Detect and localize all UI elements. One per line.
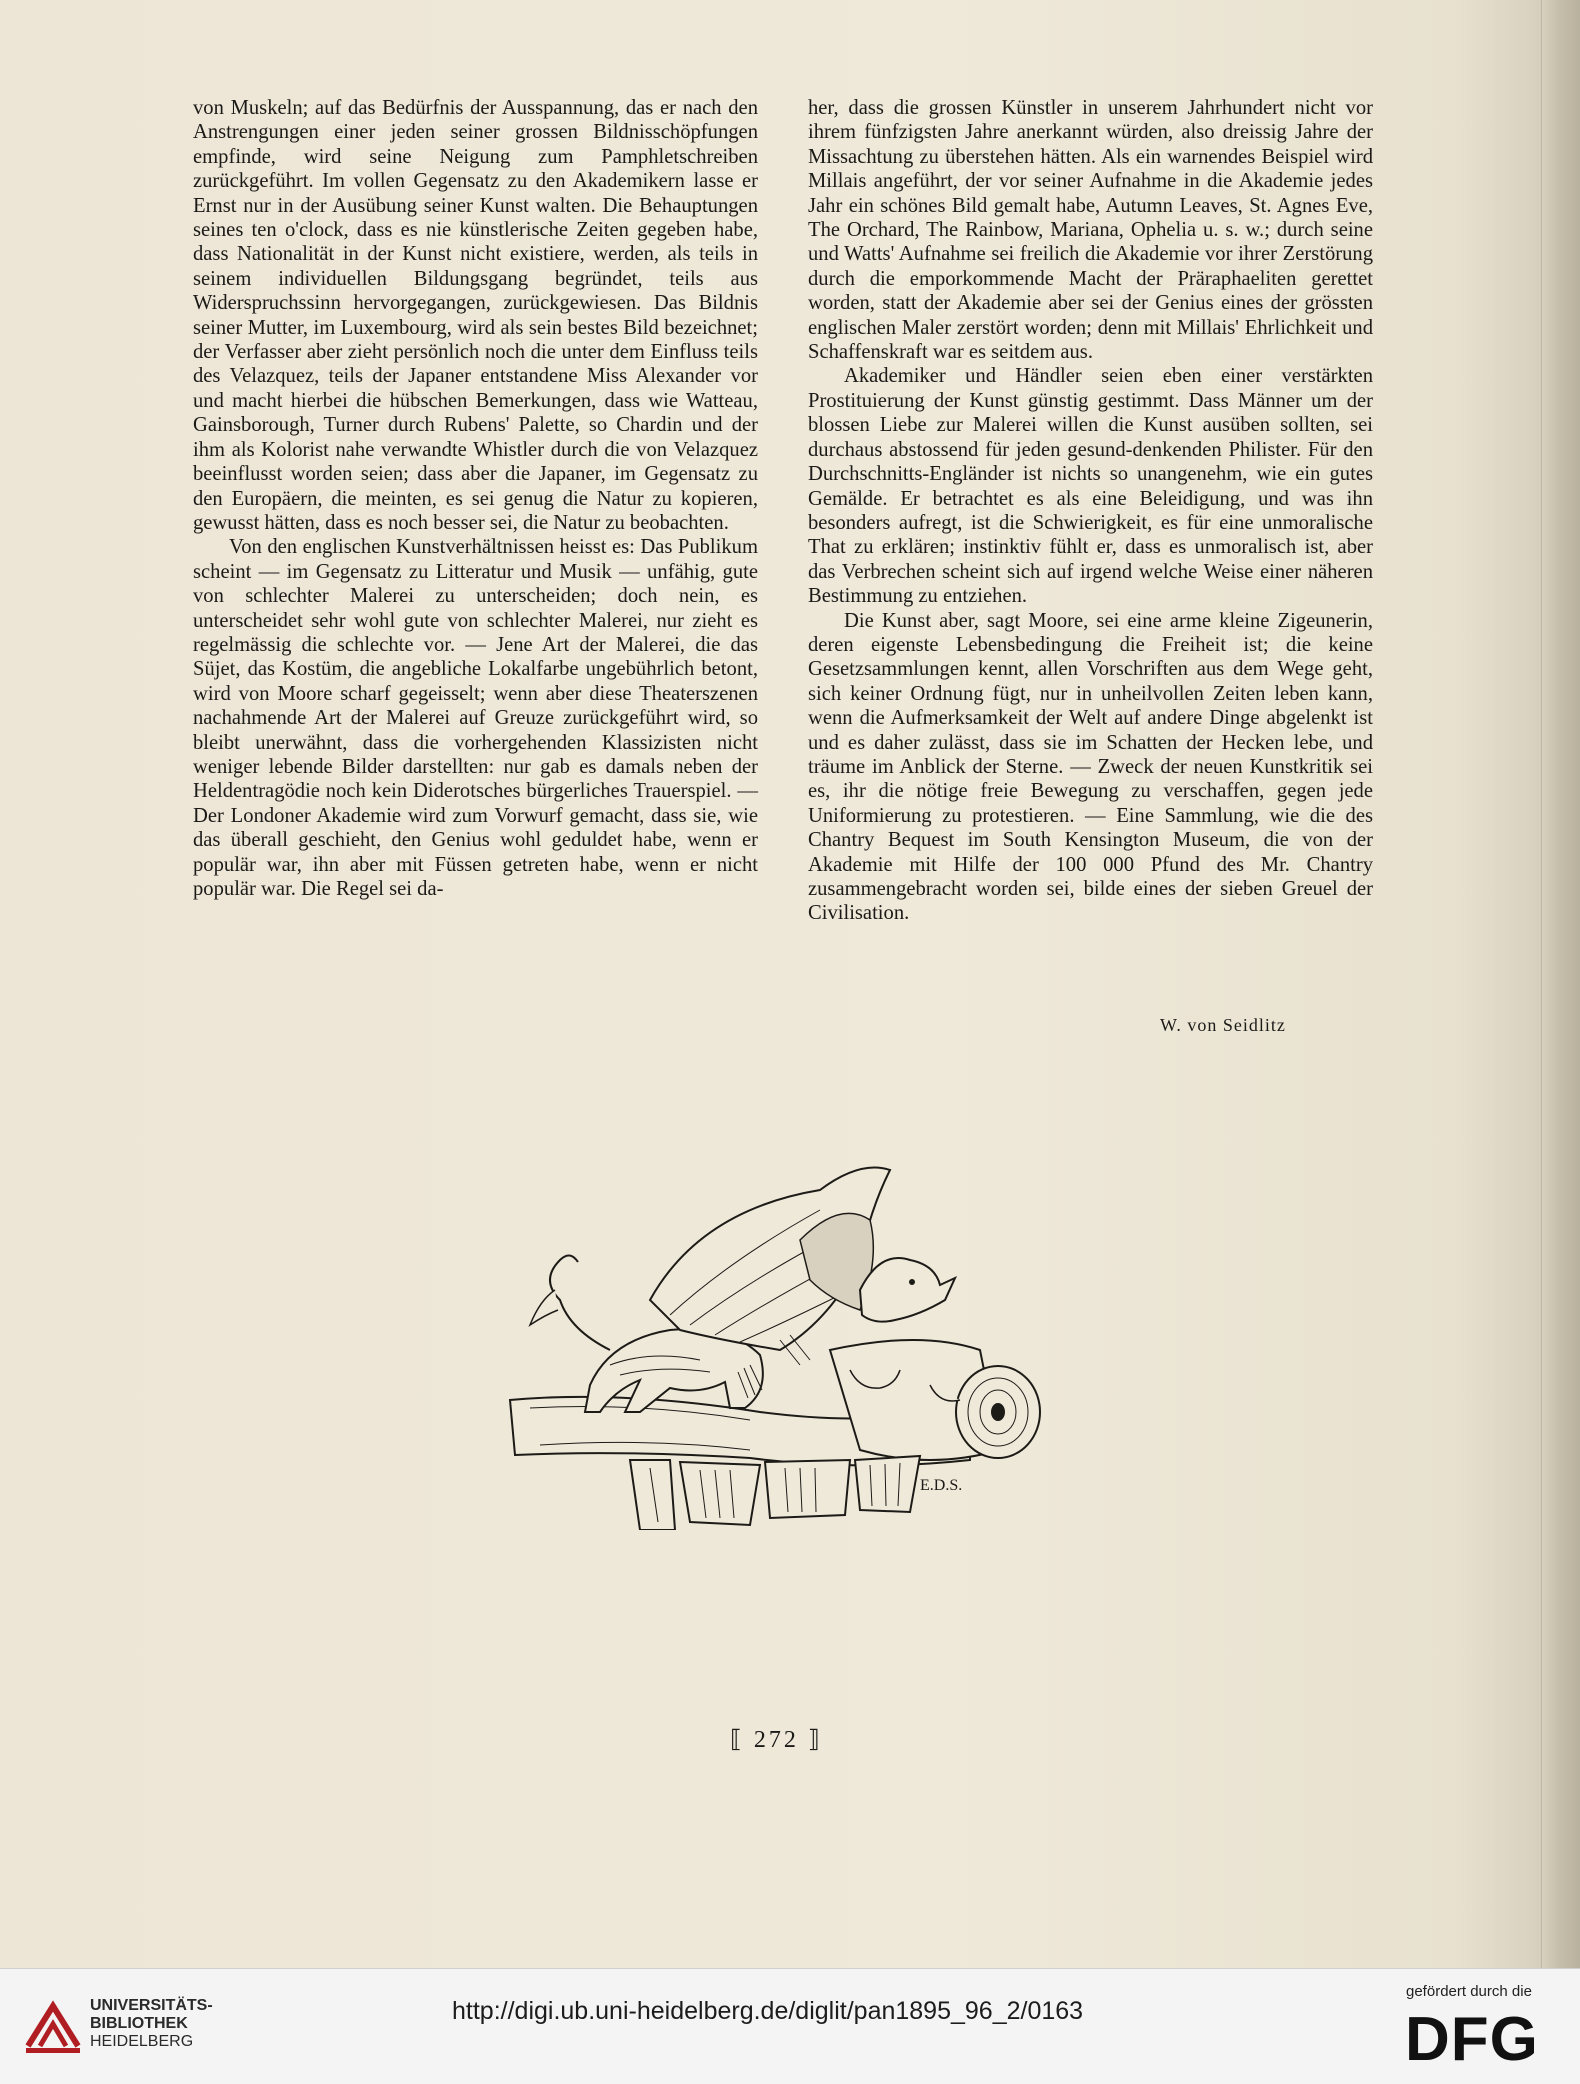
document-url[interactable]: http://digi.ub.uni-heidelberg.de/diglit/pan1895_96_2/0163 <box>452 1997 1084 2025</box>
paragraph: von Muskeln; auf das Bedürfnis der Ausspannung, das er nach den Anstrengungen einer jeden seiner grossen Bildnisschöpfungen empfinde, wird seine Neigung zum Pamphletschreiben zurückgeführt. Im vollen Gegensatz zu den Akademikern lasse er Ernst nur in der Ausübung seiner Kunst walten. Die Behauptungen seines ten o'clock, dass es nie künstlerische Zeiten gegeben habe, dass Nationalität in der Kunst nicht existiere, werden, als teils in seinem individuellen Bildungsgang begründet, teils aus Widerspruchssinn hervorgegangen, zurückgewiesen. Das Bildnis seiner Mutter, im Luxembourg, wird als sein bestes Bild bezeichnet; der Verfasser aber zieht persönlich noch die unter dem Einfluss teils des Velazquez, teils der Japaner entstandene Miss Alexander vor und macht hierbei die hübschen Bemerkungen, dass wie Watteau, Gainsborough, Turner durch Rubens' Palette, so Chardin und der ihm als Kolorist nahe verwandte Whistler durch die von Velazquez beeinflusst worden seien; dass aber die Japaner, im Gegensatz zu den Europäern, die meinten, es sei genug die Natur zu kopieren, gewusst hätten, dass es noch besser sei, die Natur zu beobachten. <box>193 97 758 534</box>
text-column-left <box>193 96 758 901</box>
sponsor-label: gefördert durch die <box>1406 1983 1532 2000</box>
paragraph: Die Kunst aber, sagt Moore, sei eine arme kleine Zigeunerin, deren eigenste Lebensbedingung die Freiheit ist; die keine Gesetzsammlungen kennt, allen Vorschriften aus dem Wege geht, sich keiner Ordnung fügt, nur in unheilvollen Zeiten leben kann, wenn die Aufmerksamkeit der Welt auf andere Dinge abgelenkt ist und es daher zulässt, dass sie im Schatten der Hecken lebe, und träume im Anblick der Sterne. — Zweck der neuen Kunstkritik sei es, ihr die nötige freie Bewegung zu verschaffen, gegen jede Uniformierung zu protestieren. — Eine Sammlung, wie die des Chantry Bequest im South Kensington Museum, die von der Akademie mit Hilfe der 100 000 Pfund des Mr. Chantry zusammengebracht worden sei, bilde eines der sieben Greuel der Civilisation. <box>808 609 1373 925</box>
paragraph: Von den englischen Kunstverhältnissen heisst es: Das Publikum scheint — im Gegensatz zu Litteratur und Musik — unfähig, gute von schlechter Malerei zu unterscheiden; doch nein, es unterscheidet sehr wohl gute von schlechter Malerei, nur zieht es regelmässig die schlechte vor. — Jene Art der Malerei, die das Süjet, das Kostüm, die angebliche Lokalfarbe ungebührlich betont, wird von Moore scharf gegeisselt; wenn aber diese Theaterszenen nachahmende Art der Malerei auf Greuze zurückgeführt wird, so bleibt unerwähnt, dass die vorhergehenden Klassizisten nicht weniger lebende Bilder darstellten: nur gab es damals neben der Heldentragödie noch kein Diderotsches bürgerliches Trauerspiel. — Der Londoner Akademie wird zum Vorwurf gemacht, dass sie, wie das überall geschieht, den Genius wohl geduldet habe, wenn er populär war, ihn aber mit Füssen getreten habe, wenn er nicht populär war. Die Regel sei da- <box>193 536 758 900</box>
page-edge-shadow <box>1541 0 1580 1968</box>
dfg-logo: DFG <box>1405 2005 1539 2074</box>
griffin-vignette-illustration <box>500 1150 1140 1530</box>
viewer-footer <box>0 1968 1580 2084</box>
paragraph: her, dass die grossen Künstler in unserem Jahrhundert nicht vor ihrem fünfzigsten Jahre anerkannt würden, also dreissig Jahre der Missachtung zu überstehen hätten. Als ein warnendes Beispiel wird Millais angeführt, der vor seiner Aufnahme in die Akademie jedes Jahr ein schönes Bild gemalt habe, Autumn Leaves, St. Agnes Eve, The Orchard, The Rainbow, Mariana, Ophelia u. s. w.; durch seine und Watts' Aufnahme sei freilich die Akademie vor ihrer Zerstörung durch die emporkommende Macht der Präraphaeliten gerettet worden, statt der Akademie aber sei der Genius eines der grössten englischen Maler zerstört worden; denn mit Millais' Ehrlichkeit und Schaffenskraft war es seitdem aus. <box>808 97 1373 364</box>
author-signature: W. von Seidlitz <box>1160 1015 1286 1035</box>
text-column-right <box>808 96 1373 926</box>
page-number: ⟦ 272 ⟧ <box>730 1727 823 1753</box>
university-library-logo-icon <box>18 1986 88 2066</box>
vignette-monogram: E.D.S. <box>920 1477 963 1494</box>
paragraph: Akademiker und Händler seien eben einer verstärkten Prostituierung der Kunst günstig gestimmt. Dass Männer um der blossen Liebe zur Malerei willen die Kunst ausüben sollten, sei durchaus abstossend für jeden gesund-denkenden Philister. Für den Durchschnitts-Engländer ist nichts so unangenehm, wie ein gutes Gemälde. Er betrachtet es als eine Beleidigung, und was ihn besonders aufregt, ist die Schwierigkeit, es für eine unmoralische That zu erklären; instinktiv fühlt er, dass es unmoralisch ist, aber das Verbrechen scheint sich auf irgend welche Weise einer näheren Bestimmung zu entziehen. <box>808 365 1373 608</box>
institution-name: UNIVERSITÄTS- BIBLIOTHEK HEIDELBERG <box>90 1997 213 2050</box>
